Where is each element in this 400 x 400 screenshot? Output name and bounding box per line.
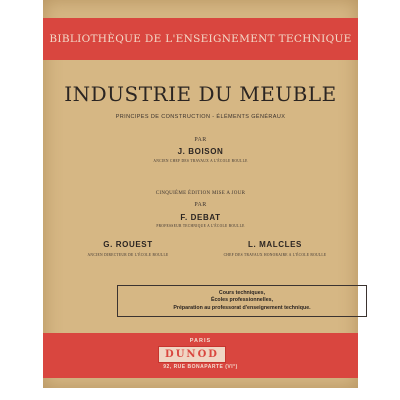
author-update-role: PROFESSEUR TECHNIQUE A L'ÉCOLE BOULLE bbox=[156, 224, 245, 228]
audience-line-2: Écoles professionnelles, bbox=[210, 297, 274, 304]
par-label-1: PAR bbox=[194, 137, 207, 143]
author-right-block bbox=[205, 240, 345, 257]
audience-box bbox=[117, 285, 367, 317]
book-title: INDUSTRIE DU MEUBLE bbox=[64, 82, 337, 106]
publisher-logo bbox=[158, 346, 226, 363]
par-label-2: PAR bbox=[194, 202, 207, 208]
publisher-address: 92, RUE BONAPARTE (VI°) bbox=[163, 364, 238, 370]
edition-note: CINQUIÈME ÉDITION MISE A JOUR bbox=[155, 191, 246, 196]
audience-line-1: Cours techniques, bbox=[218, 290, 266, 297]
author-main-role: ANCIEN CHEF DES TRAVAUX A L'ÉCOLE BOULLE bbox=[153, 159, 248, 163]
author-right-role: CHEF DES TRAVAUX HONORAIRE A L'ÉCOLE BOULLE bbox=[223, 253, 327, 257]
author-update-name: F. DEBAT bbox=[180, 213, 221, 222]
author-right-name: L. MALCLES bbox=[248, 240, 302, 249]
publisher-city: PARIS bbox=[189, 338, 212, 344]
book-cover bbox=[43, 0, 358, 388]
audience-line-3: Préparation au professorat d'enseignement technique. bbox=[173, 304, 311, 311]
series-band bbox=[43, 18, 358, 60]
publisher-logo-text: DUNOD bbox=[165, 349, 219, 360]
author-left-block bbox=[63, 240, 193, 257]
author-left-role: ANCIEN DIRECTEUR DE L'ÉCOLE BOULLE bbox=[87, 253, 169, 257]
book-subtitle: PRINCIPES DE CONSTRUCTION - ÉLÉMENTS GÉNÉRAUX bbox=[115, 114, 286, 120]
series-title: BIBLIOTHÈQUE DE L'ENSEIGNEMENT TECHNIQUE bbox=[49, 33, 352, 45]
author-left-name: G. ROUEST bbox=[103, 240, 153, 249]
publisher-band bbox=[43, 333, 358, 378]
author-main-name: J. BOISON bbox=[177, 147, 224, 156]
